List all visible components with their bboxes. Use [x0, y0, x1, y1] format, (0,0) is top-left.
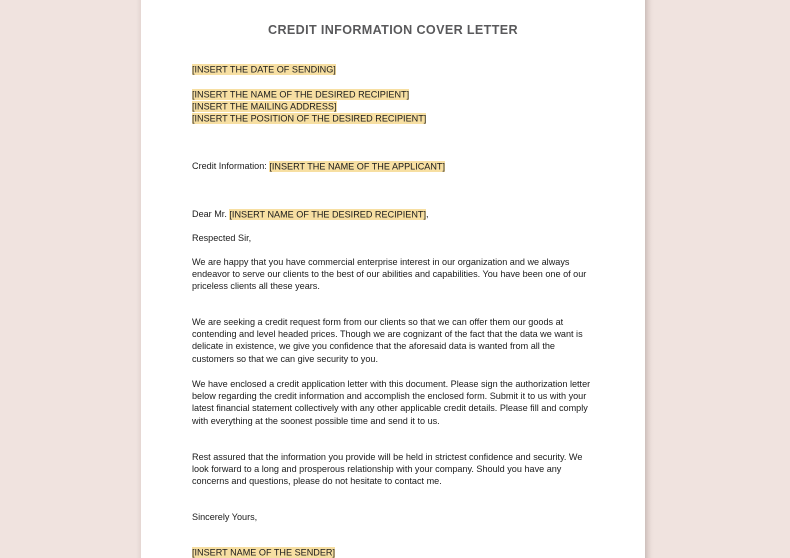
recipient-name-placeholder: [INSERT THE NAME OF THE DESIRED RECIPIENT] — [192, 89, 410, 99]
respected-line: Respected Sir, — [192, 233, 252, 243]
body-paragraph-1: We are happy that you have commercial enterprise interest in our organization and we always endeavor to serve our clients to the best of our abilities and capabilities. You have been one of our priceless clients all these years. — [192, 257, 587, 292]
page-title: CREDIT INFORMATION COVER LETTER — [268, 23, 518, 37]
closing-line: Sincerely Yours, — [192, 512, 258, 522]
document-page — [141, 0, 645, 558]
subject-line — [192, 160, 597, 172]
page-shadow-right — [645, 0, 654, 558]
subject-applicant-placeholder: [INSERT THE NAME OF THE APPLICANT] — [269, 161, 446, 171]
body-paragraph-2: We are seeking a credit request form from our clients so that we can offer them our goods at contending and level headed prices. Though we are cognizant of the fact that the data we want is delicate in existence, we give you confidence that the aforesaid data is wanted from all the customers so that we can give security to you. — [192, 317, 583, 364]
recipient-position-placeholder: [INSERT THE POSITION OF THE DESIRED RECIPIENT] — [192, 113, 427, 124]
recipient-name-line — [192, 88, 597, 100]
salutation-prefix: Dear Mr. — [192, 209, 230, 219]
sender-line — [192, 546, 597, 558]
recipient-address-placeholder: [INSERT THE MAILING ADDRESS] — [192, 101, 337, 112]
salutation-line — [192, 208, 597, 220]
date-placeholder: [INSERT THE DATE OF SENDING] — [192, 64, 336, 74]
date-line — [192, 63, 597, 75]
body-paragraph-3: We have enclosed a credit application letter with this document. Please sign the authorization letter below regarding the credit information and accomplish the enclosed form. Submit it to us with your latest financial statement collectively with any other applicable credit details. Please fill and comply with everything at the soonest possible time and send it to us. — [192, 379, 591, 426]
recipient-address-line — [192, 100, 597, 112]
salutation-suffix: , — [425, 209, 429, 219]
salutation-name-placeholder: [INSERT NAME OF THE DESIRED RECIPIENT] — [229, 209, 426, 219]
sender-name-placeholder: [INSERT NAME OF THE SENDER] — [192, 547, 335, 557]
recipient-block — [192, 88, 597, 125]
body-paragraph-4: Rest assured that the information you provide will be held in strictest confidence and security. We look forward to a long and prosperous relationship with your company. Should you have any concerns and questions, please do not hesitate to contact me. — [192, 452, 583, 487]
recipient-position-line — [192, 112, 597, 124]
subject-label: Credit Information: — [192, 161, 270, 171]
